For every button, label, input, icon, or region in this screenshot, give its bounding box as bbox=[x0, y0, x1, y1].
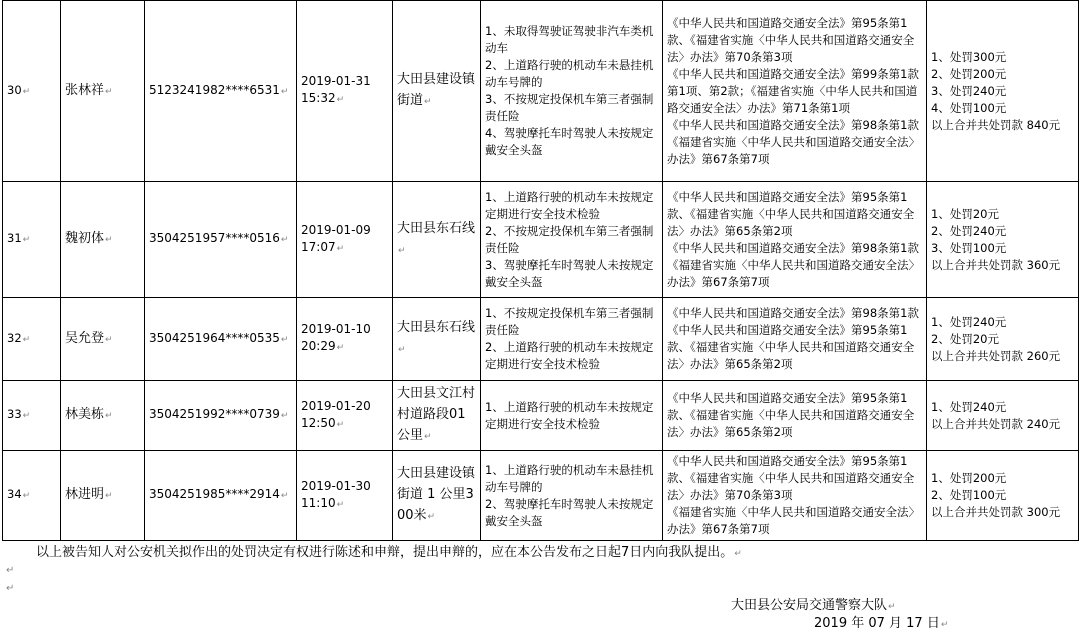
violation-items bbox=[481, 182, 663, 298]
id-number bbox=[145, 182, 297, 298]
violation-item: 2、不按规定投保机车第三者强制责任险 bbox=[485, 223, 654, 255]
penalty-item: 2、处罚100元 bbox=[931, 488, 1007, 502]
id-number-text: 3504251985****2914 bbox=[149, 487, 280, 501]
penalty-item: 2、处罚240元 bbox=[931, 223, 1007, 238]
law-item: 《中华人民共和国道路交通安全法》第95条第1款、《福建省实施〈中华人民共和国道路交通安全法〉办法》第70条第3项 bbox=[667, 454, 915, 502]
violation-time bbox=[297, 182, 393, 298]
law-item: 《中华人民共和国道路交通安全法》第95条第1款、《福建省实施〈中华人民共和国道路交通安全法〉办法》第70条第3项 bbox=[667, 15, 915, 64]
person-name-text: 吴允登 bbox=[65, 330, 105, 346]
paragraph-mark: ↵ bbox=[398, 245, 406, 256]
row-number bbox=[3, 381, 61, 451]
penalty bbox=[927, 298, 1079, 381]
violation-item: 4、驾驶摩托车时驾驶人未按规定戴安全头盔 bbox=[485, 126, 654, 157]
signature-date: 2019 年 07 月 17 日↵ bbox=[814, 616, 949, 631]
paragraph-mark: ↵ bbox=[280, 411, 289, 421]
violation-place bbox=[393, 298, 481, 381]
paragraph-mark: ↵ bbox=[398, 345, 406, 355]
penalty-item: 以上合并共处罚款 840元 bbox=[931, 117, 1061, 132]
violation-clock: 17:07 bbox=[301, 239, 336, 254]
id-number-text: 3504251964****0535 bbox=[149, 330, 280, 345]
legal-basis bbox=[663, 298, 927, 381]
row-number-text: 30 bbox=[7, 82, 22, 97]
signature-org: 大田县公安局交通警察大队↵ bbox=[731, 598, 896, 613]
penalty-item: 1、处罚200元 bbox=[931, 471, 1007, 485]
violation-time bbox=[297, 298, 393, 381]
law-item: 《福建省实施〈中华人民共和国道路交通安全法〉办法》第67条第7项 bbox=[667, 505, 920, 536]
penalty-item: 2、处罚20元 bbox=[931, 331, 999, 346]
id-number-text: 3504251957****0516 bbox=[149, 231, 280, 245]
person-name bbox=[61, 1, 145, 182]
penalty-item: 3、处罚100元 bbox=[931, 240, 1007, 255]
violation-time bbox=[297, 451, 393, 541]
row-number-text: 33 bbox=[7, 407, 22, 421]
legal-basis bbox=[663, 1, 927, 182]
row-number bbox=[3, 1, 61, 182]
paragraph-mark: ↵ bbox=[336, 95, 345, 105]
violation-place-text: 大田县建设镇街道 bbox=[397, 72, 476, 108]
violation-item: 3、驾驶摩托车时驾驶人未按规定戴安全头盔 bbox=[485, 257, 654, 289]
paragraph-mark: ↵ bbox=[105, 411, 113, 421]
violations-table bbox=[2, 0, 1079, 541]
paragraph-mark: ↵ bbox=[336, 243, 345, 254]
paragraph-mark: ↵ bbox=[280, 86, 289, 97]
law-item: 《中华人民共和国道路交通安全法》第95条第1款、《福建省实施〈中华人民共和国道路交通安全法〉办法》第65条第2项 bbox=[667, 323, 915, 371]
paragraph-mark: ↵ bbox=[280, 334, 289, 345]
table-row bbox=[3, 451, 1079, 541]
id-number bbox=[145, 1, 297, 182]
person-name bbox=[61, 182, 145, 298]
table-row bbox=[3, 298, 1079, 381]
violation-clock: 12:50 bbox=[301, 415, 336, 430]
row-number bbox=[3, 182, 61, 298]
violation-place bbox=[393, 182, 481, 298]
penalty-item: 以上合并共处罚款 240元 bbox=[931, 416, 1061, 431]
person-name bbox=[61, 298, 145, 381]
violation-items bbox=[481, 1, 663, 182]
violation-place bbox=[393, 381, 481, 451]
law-item: 《中华人民共和国道路交通安全法》第95条第1款、《福建省实施〈中华人民共和国道路交通安全法〉办法》第65条第2项 bbox=[667, 391, 915, 439]
paragraph-mark: ↵ bbox=[22, 491, 31, 501]
paragraph-mark: ↵ bbox=[424, 432, 432, 442]
penalty-item: 以上合并共处罚款 360元 bbox=[931, 257, 1061, 272]
violation-items bbox=[481, 298, 663, 381]
row-number-text: 32 bbox=[7, 330, 22, 345]
id-number bbox=[145, 298, 297, 381]
law-item: 《中华人民共和国道路交通安全法》第95条第1款、《福建省实施〈中华人民共和国道路交通安全法〉办法》第65条第2项 bbox=[667, 189, 915, 238]
violation-items bbox=[481, 381, 663, 451]
penalty-item: 1、处罚240元 bbox=[931, 314, 1007, 329]
id-number bbox=[145, 381, 297, 451]
violation-place-text: 大田县东石线 bbox=[397, 320, 476, 335]
paragraph-mark: ↵ bbox=[22, 235, 31, 245]
row-number bbox=[3, 298, 61, 381]
id-number-text: 3504251992****0739 bbox=[149, 407, 280, 421]
paragraph-mark: ↵ bbox=[336, 499, 345, 510]
penalty-item: 以上合并共处罚款 260元 bbox=[931, 348, 1061, 363]
violation-place bbox=[393, 1, 481, 182]
violation-time bbox=[297, 381, 393, 451]
legal-basis bbox=[663, 182, 927, 298]
id-number-text: 5123241982****6531 bbox=[149, 82, 280, 97]
law-item: 《中华人民共和国道路交通安全法》第98条第1款 bbox=[667, 306, 919, 320]
table-row bbox=[3, 381, 1079, 451]
penalty-item: 以上合并共处罚款 300元 bbox=[931, 505, 1061, 519]
violation-item: 2、驾驶摩托车时驾驶人未按规定戴安全头盔 bbox=[485, 496, 654, 528]
violation-item: 1、上道路行驶的机动车未按规定定期进行安全技术检验 bbox=[485, 189, 654, 221]
penalty bbox=[927, 451, 1079, 541]
violation-place bbox=[393, 451, 481, 541]
law-item: 《福建省实施〈中华人民共和国道路交通安全法〉办法》第67条第7项 bbox=[667, 257, 920, 289]
law-item: 《中华人民共和国道路交通安全法》第98条第1款 bbox=[667, 240, 919, 255]
violation-date: 2019-01-09 bbox=[301, 222, 371, 237]
paragraph-mark: ↵ bbox=[105, 86, 113, 97]
penalty-item: 4、处罚100元 bbox=[931, 100, 1007, 115]
row-number bbox=[3, 451, 61, 541]
person-name-text: 林进明 bbox=[65, 487, 105, 502]
violation-item: 1、不按规定投保机车第三者强制责任险 bbox=[485, 306, 654, 337]
id-number bbox=[145, 451, 297, 541]
violation-date: 2019-01-30 bbox=[301, 478, 371, 493]
penalty-item: 1、处罚20元 bbox=[931, 206, 999, 221]
violation-date: 2019-01-20 bbox=[301, 398, 371, 413]
paragraph-mark: ↵ bbox=[105, 235, 113, 245]
violation-date: 2019-01-31 bbox=[301, 74, 371, 88]
violation-items bbox=[481, 451, 663, 541]
table-row bbox=[3, 182, 1079, 298]
violation-item: 2、上道路行驶的机动车未悬挂机动车号牌的 bbox=[485, 58, 654, 89]
violation-item: 1、上道路行驶的机动车未悬挂机动车号牌的 bbox=[485, 462, 654, 494]
paragraph-mark: ↵ bbox=[22, 86, 31, 97]
violation-item: 1、上道路行驶的机动车未按规定定期进行安全技术检验 bbox=[485, 399, 654, 431]
table-row bbox=[3, 1, 1079, 182]
penalty-item: 1、处罚300元 bbox=[931, 49, 1007, 64]
penalty bbox=[927, 1, 1079, 182]
penalty bbox=[927, 381, 1079, 451]
violation-clock: 11:10 bbox=[301, 495, 336, 510]
paragraph-mark: ↵ bbox=[427, 512, 436, 522]
person-name bbox=[61, 451, 145, 541]
violation-item: 1、未取得驾驶证驾驶非汽车类机动车 bbox=[485, 24, 654, 55]
paragraph-mark: ↵ bbox=[22, 411, 31, 421]
person-name-text: 林美栋 bbox=[65, 407, 105, 422]
paragraph-mark: ↵ bbox=[6, 583, 15, 594]
law-item: 《福建省实施〈中华人民共和国道路交通安全法〉办法》第67条第7项 bbox=[667, 134, 920, 166]
violation-place-text: 大田县东石线 bbox=[397, 220, 476, 236]
violation-place-text: 大田县建设镇街道 1 公里300米 bbox=[397, 466, 476, 523]
paragraph-mark: ↵ bbox=[336, 419, 345, 430]
paragraph-mark: ↵ bbox=[105, 334, 113, 345]
penalty bbox=[927, 182, 1079, 298]
violation-item: 3、不按规定投保机车第三者强制责任险 bbox=[485, 92, 654, 123]
paragraph-mark: ↵ bbox=[424, 97, 432, 107]
paragraph-mark: ↵ bbox=[280, 235, 289, 245]
person-name-text: 魏初体 bbox=[65, 231, 105, 246]
row-number-text: 34 bbox=[7, 487, 22, 501]
penalty-item: 1、处罚240元 bbox=[931, 399, 1007, 414]
person-name-text: 张林祥 bbox=[65, 82, 105, 98]
penalty-item: 2、处罚200元 bbox=[931, 66, 1007, 81]
person-name bbox=[61, 381, 145, 451]
paragraph-mark: ↵ bbox=[22, 334, 31, 345]
violation-item: 2、上道路行驶的机动车未按规定定期进行安全技术检验 bbox=[485, 340, 654, 371]
paragraph-mark: ↵ bbox=[280, 491, 289, 501]
paragraph-mark: ↵ bbox=[6, 565, 15, 576]
legal-basis bbox=[663, 451, 927, 541]
violation-clock: 15:32 bbox=[301, 91, 336, 105]
legal-basis bbox=[663, 381, 927, 451]
law-item: 《中华人民共和国道路交通安全法》第99条第1款第1项、第2款；《福建省实施〈中华人民共和国道路交通安全法〉办法》第71条第1项 bbox=[667, 66, 919, 115]
row-number-text: 31 bbox=[7, 231, 22, 245]
paragraph-mark: ↵ bbox=[336, 343, 345, 353]
violation-time bbox=[297, 1, 393, 182]
violation-clock: 20:29 bbox=[301, 339, 336, 353]
violation-place-text: 大田县文江村村道路段01公里 bbox=[397, 386, 476, 443]
notice-text: 以上被告知人对公安机关拟作出的处罚决定有权进行陈述和申辩，提出申辩的，应在本公告发布之日起7日内向我队提出。↵ bbox=[36, 545, 742, 560]
law-item: 《中华人民共和国道路交通安全法》第98条第1款 bbox=[667, 117, 919, 132]
paragraph-mark: ↵ bbox=[105, 491, 113, 501]
violation-date: 2019-01-10 bbox=[301, 322, 371, 336]
penalty-item: 3、处罚240元 bbox=[931, 83, 1007, 98]
